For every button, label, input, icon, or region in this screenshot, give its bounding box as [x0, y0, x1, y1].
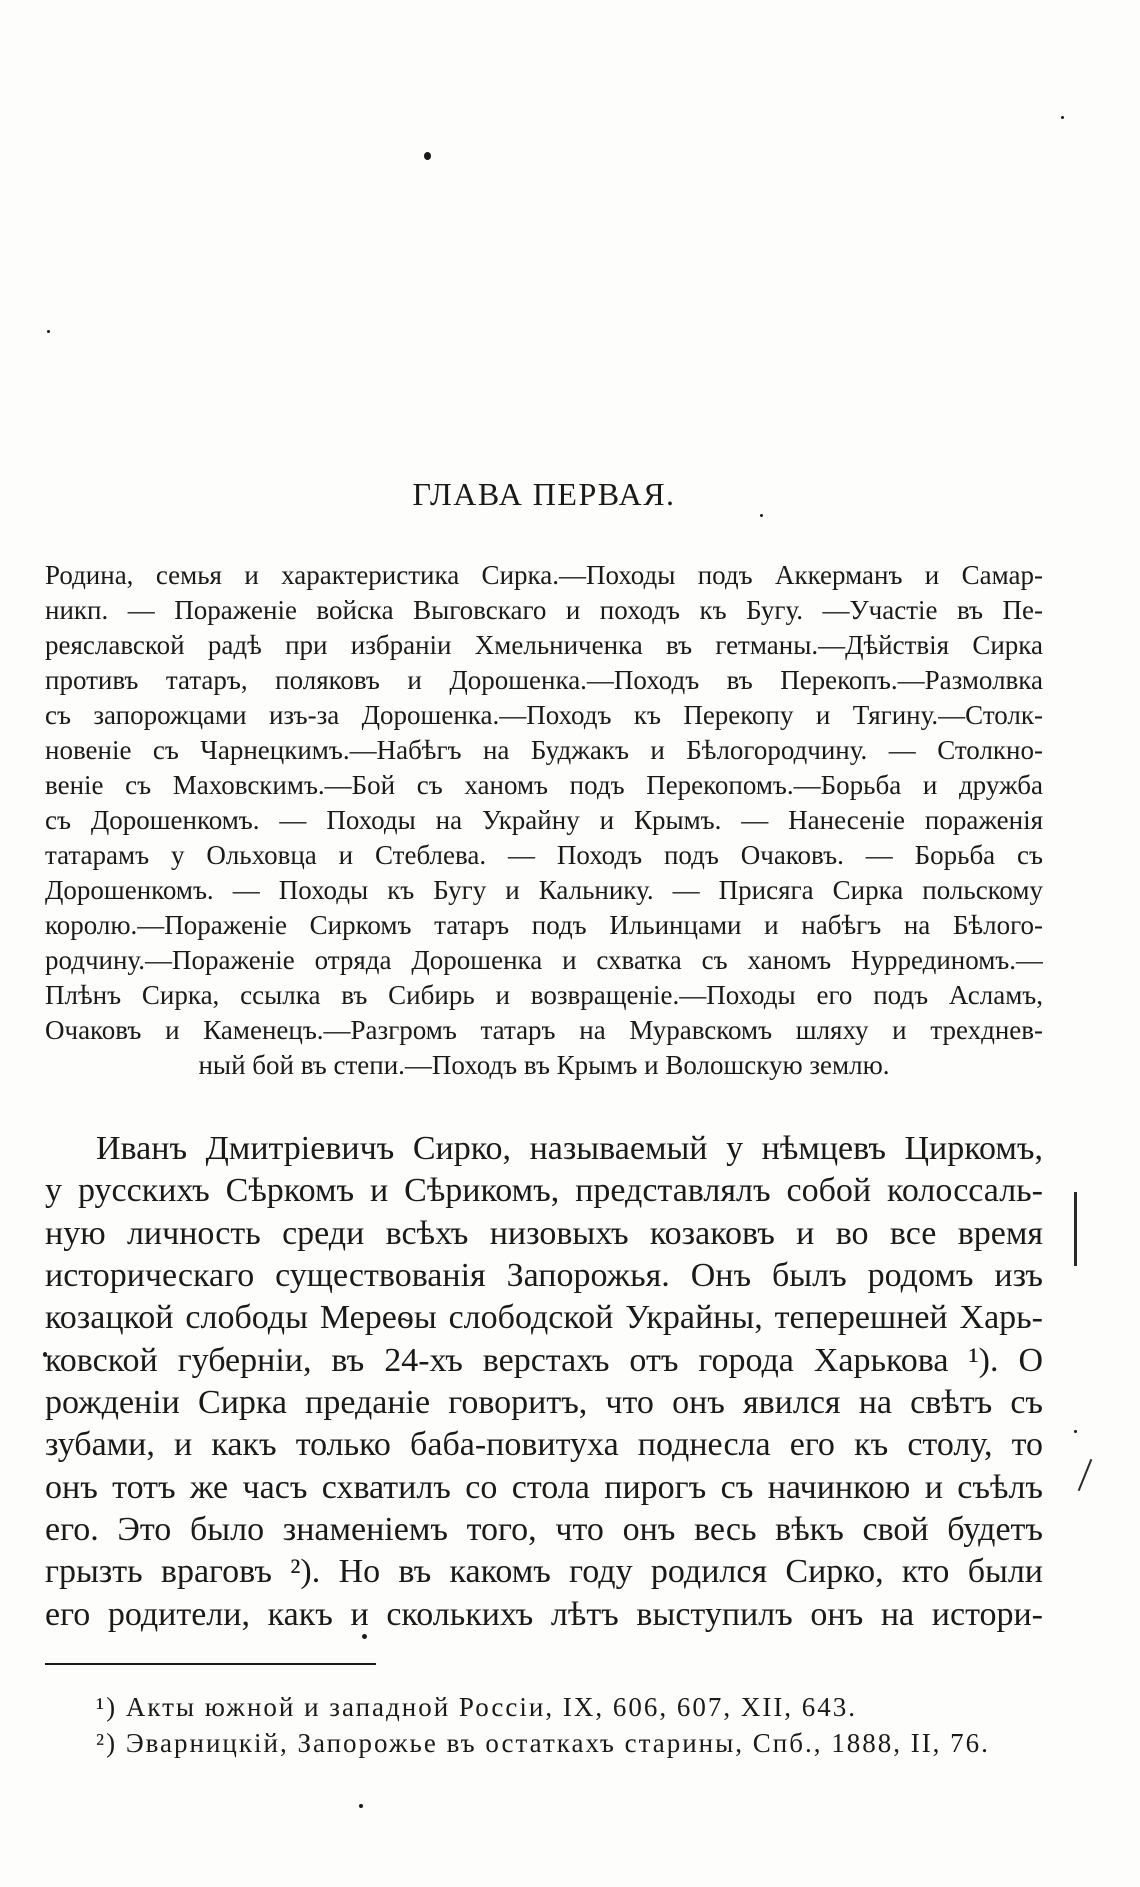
scan-speck: [424, 152, 431, 160]
body-paragraph: [45, 1128, 1043, 1636]
summary-line: Плѣнъ Сирка, ссылка въ Сибирь и возвращеніе.—Походы его подъ Асламъ,: [45, 980, 1043, 1010]
body-line: ную личность среди всѣхъ низовыхъ козаковъ и во все время: [45, 1214, 1043, 1252]
margin-pencil-slash: [1078, 1459, 1093, 1491]
body-line: грызть враговъ ²). Но въ какомъ году родился Сирко, кто были: [45, 1553, 1043, 1591]
summary-line: ный бой въ степи.—Походъ въ Крымъ и Волошскую землю.: [198, 1050, 890, 1080]
body-line: рожденіи Сирка преданіе говоритъ, что онъ явился на свѣтъ съ: [45, 1384, 1043, 1422]
summary-line: Родина, семья и характеристика Сирка.—Походы подъ Аккерманъ и Самар-: [45, 560, 1043, 590]
summary-line: новеніе съ Чарнецкимъ.—Набѣгъ на Буджакъ и Бѣлогородчину. — Столкно-: [45, 735, 1043, 765]
scan-speck: [1074, 1430, 1077, 1433]
summary-line: Дорошенкомъ. — Походы къ Бугу и Кальнику. — Присяга Сирка польскому: [45, 875, 1043, 905]
body-line: онъ тотъ же часъ схватилъ со стола пирогъ съ начинкою и съѣлъ: [45, 1468, 1043, 1506]
summary-line: веніе съ Маховскимъ.—Бой съ ханомъ подъ Перекопомъ.—Борьба и дружба: [45, 770, 1043, 800]
summary-line: никп. — Пораженіе войска Выговскаго и походъ къ Бугу. —Участіе въ Пе-: [45, 595, 1043, 625]
footnote-divider: [45, 1663, 376, 1665]
body-line: ковской губерніи, въ 24-хъ верстахъ отъ города Харькова ¹). О: [45, 1341, 1043, 1379]
footnotes: [96, 1689, 1036, 1761]
chapter-summary: [45, 558, 1043, 1083]
chapter-title: ГЛАВА ПЕРВАЯ.: [412, 476, 676, 512]
body-line: козацкой слободы Мереѳы слободской Украйны, теперешней Харь-: [45, 1299, 1043, 1337]
summary-line: съ Дорошенкомъ. — Походы на Украйну и Крымъ. — Нанесеніе пораженія: [45, 805, 1043, 835]
summary-line: противъ татаръ, поляковъ и Дорошенка.—Походъ въ Перекопъ.—Размолвка: [45, 665, 1043, 695]
summary-line: реяславской радѣ при избраніи Хмельниченка въ гетманы.—Дѣйствія Сирка: [45, 630, 1043, 660]
footnote-2: ²) Эварницкій, Запорожье въ остаткахъ старины, Спб., 1888, II, 76.: [96, 1728, 990, 1758]
summary-line: родчину.—Пораженіе отряда Дорошенка и схватка съ ханомъ Нуррединомъ.—: [45, 945, 1043, 975]
summary-line: татарамъ у Ольховца и Стеблева. — Походъ подъ Очаковъ. — Борьба съ: [45, 840, 1043, 870]
body-line: зубами, и какъ только баба-повитуха поднесла его къ столу, то: [45, 1426, 1043, 1464]
body-line: историческаго существованія Запорожья. Онъ былъ родомъ изъ: [45, 1257, 1043, 1295]
footnote-1: ¹) Акты южной и западной Россіи, IX, 606, 607, XII, 643.: [96, 1692, 858, 1722]
summary-line: съ запорожцами изъ-за Дорошенка.—Походъ къ Перекопу и Тягину.—Столк-: [45, 700, 1043, 730]
scan-speck: [760, 514, 763, 517]
body-line: Иванъ Дмитріевичъ Сирко, называемый у нѣмцевъ Циркомъ,: [96, 1130, 1043, 1167]
scan-speck: [1061, 116, 1064, 119]
summary-line: Очаковъ и Каменецъ.—Разгромъ татаръ на Муравскомъ шляху и трехднев-: [45, 1015, 1043, 1045]
body-line: у русскихъ Сѣркомъ и Сѣрикомъ, представлялъ собой колоссаль-: [45, 1172, 1043, 1210]
body-line: его родители, какъ и сколькихъ лѣтъ выступилъ онъ на истори-: [45, 1595, 1043, 1633]
scan-speck: [359, 1804, 363, 1808]
scan-speck: [47, 330, 50, 333]
body-line: его. Это было знаменіемъ того, что онъ весь вѣкъ свой будетъ: [45, 1511, 1043, 1549]
margin-pencil-mark: [1074, 1192, 1077, 1266]
summary-line: королю.—Пораженіе Сиркомъ татаръ подъ Ильинцами и набѣгъ на Бѣлого-: [45, 910, 1043, 940]
